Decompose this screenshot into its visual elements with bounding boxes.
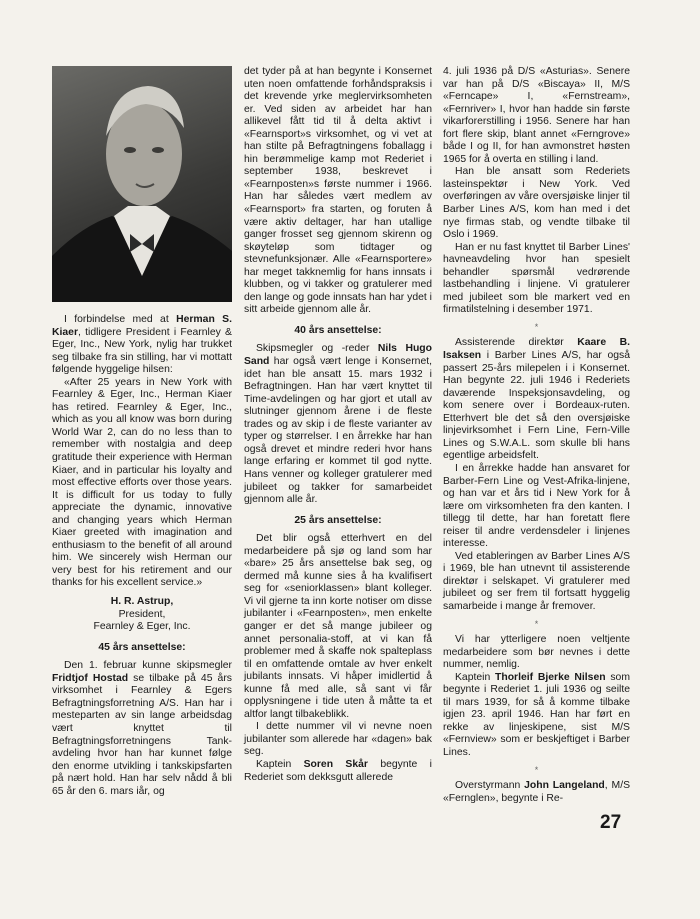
body-paragraph: Han er nu fast knyttet til Barber Lines' havneavdeling hvor han spesielt behandler spørsmål vedrørende lastbehandling i linjene. Vi gratulerer med jubileet som ble markert ved en firmatilstelning i desember 1971.: [443, 241, 630, 316]
person-name: John Langeland: [524, 780, 605, 792]
body-paragraph: Ved etableringen av Barber Lines A/S i 1969, ble han utnevnt til assisterende direktør i selskapet. Vi gratulerer med jubileet og ser frem til fortsatt hyggelig samarbeide i mange år fremover.: [443, 550, 630, 612]
section-heading: 25 års ansettelse:: [294, 514, 382, 526]
body-paragraph: Vi har ytterligere noen veltjente medarbeidere som bør nevnes i dette nummer, nemlig.: [443, 634, 630, 671]
body-text: Kaptein: [256, 758, 304, 770]
section-heading: 40 års ansettelse:: [294, 324, 382, 336]
body-text: Den 1. februar kunne skipsmegler: [64, 660, 232, 672]
body-text: , M/S «Fernglen», begynte i Re-: [443, 780, 631, 804]
body-text: har også vært lenge i Konsernet, idet han ble ansatt 15. mars 1932 i Befragtningen. Han har vært knyttet til Time-avdelingen og har gjort et utall av slutninger gjennom årene i de fleste trades og av skip i de fleste varianter av typer og størrelser. I en årrekke har han også drevet et mindre rederi hvor hans lange erfaring er kommet til god nytte. Hans venner og kolleger gratulerer med jubileet og takker for samarbeidet gjennom alle år.: [244, 356, 432, 506]
section-separator: *: [534, 764, 539, 775]
person-name: Kaare B. Isaksen: [443, 337, 630, 362]
person-name: Fridtjof Hostad: [52, 672, 129, 684]
intro-text: , tidligere President i Fearnley & Eger, Inc., New York, nylig har trukket seg tilbake fra sin stilling, har vi mottatt følgende hyggelige hilsen:: [52, 326, 232, 376]
section-separator: *: [534, 321, 539, 332]
body-paragraph: Han ble ansatt som Rederiets lasteinspektør i New York. Ved overføringen av våre oversjøiske linjer til Barber Lines A/S, kom han med i det nye firmas stab, og vendte tilbake til Oslo i 1969.: [443, 166, 630, 241]
body-text: Assisterende direktør: [455, 337, 578, 349]
body-text: se tilbake på 45 års virksomhet i Fearnley & Egers Befragtningsforretning A/S. Han har i mesteparten av sin lange arbeidsdag vært knyttet til Befragtningsforretningens Tank-avdeling hvor han har kunnet følge den enorme utvikling i tankskipsfarten på nært hold. Han har selv nådd å bli 65 år den 6. mars iår, og: [52, 672, 232, 797]
signature-company: Fearnley & Eger, Inc.: [93, 621, 191, 633]
body-text: Overstyrmann: [455, 780, 525, 792]
portrait-photo: [52, 66, 232, 302]
body-text: Kaptein: [455, 671, 496, 683]
intro-text: I forbindelse med at: [64, 314, 177, 325]
signature-name: H. R. Astrup,: [110, 596, 174, 608]
quote-paragraph: «After 25 years in New York with Fearnley & Eger, Inc., Herman Kiaer has retired. Fearnley & Eger, Inc., which as you all know was born during World War 2, can do no less than to remember with nostalgia and deep gratitude their experience with Herman Kiaer, and in particular his loyalty and most effective efforts over those years. It is difficult for us today to fully appreciate the dynamic, innovative and changing years which Herman Kiaer greeted with imagination and enthusiasm to the benefit of all around him. We sincerely wish Herman our very best for his retirement and our thanks for his excellent service.»: [52, 376, 232, 589]
column-2: [244, 66, 432, 784]
body-paragraph: Det blir også etterhvert en del medarbeidere på sjø og land som har «bare» 25 års ansettelse bak seg, og dermed må kunne sies å ha kvalifisert seg for «seniorklassen» blant kolleger. Vi vil gjerne ta inn korte notiser om disse jubilanter i «Fearnposten», men enkelte ganger er det så mange jubileer og annet personalia-stoff, at vi kan få problemer med å skaffe nok spalteplass til en omfattende omtale av hver enkelt jubilants innsats. Vi håper imidlertid å kunne få med alle, så sant vi får opplysningene i tide uten å måtte ta et altfor langt tilbakeblikk.: [244, 533, 432, 720]
signature-title: President,: [118, 608, 166, 620]
person-name: Nils Hugo Sand: [244, 343, 432, 368]
body-text: begynte i Rederiet som dekksgutt allerede: [244, 758, 432, 783]
section-separator: *: [534, 618, 539, 629]
section-heading: 45 års ansettelse:: [98, 641, 186, 653]
body-paragraph: I dette nummer vil vi nevne noen jubilanter som allerede har «dagen» bak seg.: [244, 721, 432, 758]
body-paragraph: 4. juli 1936 på D/S «Asturias». Senere var han på D/S «Biscaya» II, M/S «Ferncape» I, «Fernstream», «Fernriver» I, hvor han hadde sin første vikarforerstilling i 1956. Senere har han fort flere skip, blant annet «Ferngrove» både I og II, for han avmonstret høsten 1965 for å overta en stilling i land.: [443, 66, 630, 165]
person-name: Herman S. Kiaer: [52, 314, 232, 338]
body-text: Skipsmegler og -reder: [256, 343, 378, 355]
person-name: Thorleif Bjerke Nilsen: [495, 671, 606, 683]
column-3: [443, 66, 630, 805]
body-paragraph: I en årrekke hadde han ansvaret for Barber-Fern Line og Vest-Afrika-linjene, og han var et års tid i New York for å lære om virksomheten fra den kanten. I tillegg til dette, har han foretatt flere reiser til andre verdensdeler i linjenes interesse.: [443, 462, 630, 550]
page-number: 27: [600, 812, 622, 833]
person-name: Soren Skår: [303, 758, 368, 770]
body-text: som begynte i Rederiet 1. juli 1936 og seilte til mars 1939, for så å komme tilbake igjen 23. april 1946. Han har ført en rekke av linjeskipene, sist M/S «Fernview» som er beskjeftiget i Barber Lines.: [443, 671, 630, 758]
body-text: i Barber Lines A/S, har også passert 25-års milepelen i i Konsernet. Han begynte 22. juli 1946 i Rederiets daværende Inspeksjonsavdeling, og kom senere over i Bordeaux-ruten. Etterhvert ble det så den oversjøiske linjevirksomhet i Fern Line, Fern-Ville Lines og S.W.A.L. som skulle bli hans egentlige arbeidsfelt.: [443, 350, 630, 462]
column-1: [52, 66, 232, 798]
body-paragraph: det tyder på at han begynte i Konsernet uten noen omfattende forhåndspraksis i det krevende yrke meglervirksomheten er. Ved siden av arbeidet har han allikevel fått tid til å delta aktivt i «Fearnsport»s virksomhet, og vi vet at han stilte på Befragtningens foballagg i hin berømmelige kamp mot Rederiet i september 1938, beskrevet i «Fearnposten»s første nummer i 1966. Han har således vært medlem av «Fearnsport» fra starten, og foruten å være aktiv deltager, har han utallige ganger frosset seg gjennom skirenn og skøyteløp som tidtager og stevnefunksjonær. Alle «Fearnsportere» har meget takknemlig for hans innsats i klubben, og vi takker og gratulerer med den lange og gode innsats han har ydet i sitt arbeide gjennom alle år.: [244, 66, 432, 316]
